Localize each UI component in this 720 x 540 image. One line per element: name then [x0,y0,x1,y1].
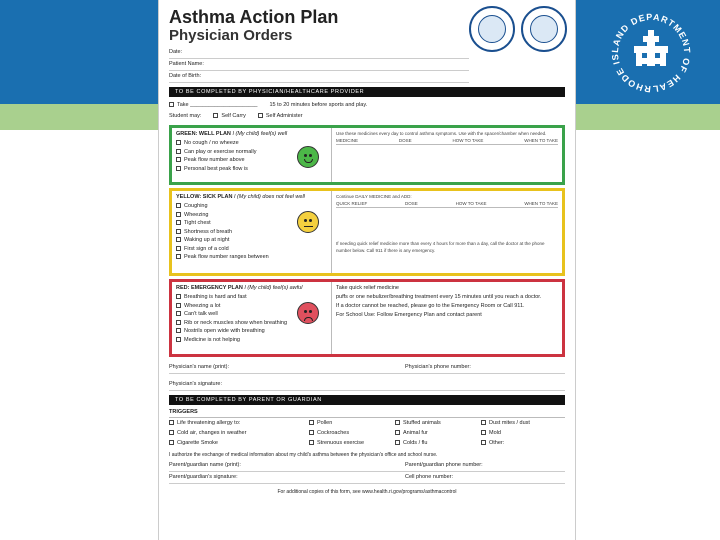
list-item: Peak flow number ranges between [176,253,327,262]
doc-footer: For additional copies of this form, see www.health.ri.gov/programs/asthmacontrol [277,489,457,495]
happy-face-icon [297,146,319,168]
yellow-zone-title: YELLOW: SICK PLAN I (My child) does not feel well [176,194,305,200]
student-may-line [169,111,565,122]
neutral-face-icon [297,211,319,233]
list-item: Breathing is hard and fast [176,293,327,302]
triggers-grid [169,418,565,448]
checkbox[interactable] [176,311,181,316]
parent-name-row[interactable] [169,460,565,472]
checkbox[interactable] [176,337,181,342]
student-may-label: Student may: [169,113,202,119]
sad-face-icon [297,302,319,324]
date-field[interactable]: Date: [169,47,469,59]
trigger-item[interactable]: Cockroaches [309,428,395,438]
list-item: Coughing [176,202,327,211]
take-checkbox[interactable] [169,102,174,107]
take-line: Take ______________________ 15 to 20 minutes before sports and play. [169,100,565,111]
list-item: No cough / no wheeze [176,139,327,148]
triggers-heading: TRIGGERS [169,408,565,418]
list-item: Shortness of breath [176,228,327,237]
trigger-item[interactable]: Cigarette Smoke [169,438,309,448]
green-zone-title: GREEN: WELL PLAN I (My child) feel(s) well [176,131,288,137]
trigger-item[interactable]: Cold air, changes in weather [169,428,309,438]
trigger-item[interactable]: Strenuous exercise [309,438,395,448]
list-item: Peak flow number above [176,156,327,165]
checkbox[interactable] [176,254,181,259]
checkbox[interactable] [176,237,181,242]
checkbox[interactable] [176,328,181,333]
green-note: Use these medicines every day to control asthma symptoms. Use with the spacer/chamber when needed. [336,131,547,136]
red-zone-title: RED: EMERGENCY PLAN I (My child) feel(s) awful [176,285,303,291]
list-item: Wheezing [176,211,327,220]
trigger-item[interactable]: Other: [481,438,565,448]
yellow-zone [169,188,565,276]
list-item: Waking up at night [176,236,327,245]
checkbox[interactable] [176,220,181,225]
parent-name-label: Parent/guardian name (print): [169,462,241,468]
patient-name-field[interactable]: Patient Name: [169,59,469,71]
authorization-text: I authorize the exchange of medical information about my child's asthma between the physician's office and school nurse. [169,452,438,458]
checkbox[interactable] [176,203,181,208]
ri-seal-icon [469,6,515,52]
red-zone [169,279,565,357]
take-label: Take [177,102,189,108]
physician-name-row[interactable] [169,361,565,374]
self-administer-label: Self Administer [265,113,303,119]
list-item: Can't talk well [176,310,327,319]
red-line-2: puffs or one nebulizer/breathing treatment every 15 minutes until you reach a doctor. [336,294,542,300]
parent-signature-row[interactable] [169,472,565,484]
yellow-col-heads: QUICK RELIEF DOSE HOW TO TAKE WHEN TO TAKE [336,201,558,206]
yellow-bottom-note: If needing quick relief medicine more than every 4 hours for more than a day, call the doctor at the phone number below. Call 911 if there is any emergency. [336,241,545,253]
parent-phone-label: Parent/guardian phone number: [405,462,483,468]
parent-section-bar: TO BE COMPLETED BY PARENT OR GUARDIAN [169,395,565,405]
trigger-item[interactable]: Mold [481,428,565,438]
checkbox[interactable] [176,149,181,154]
doc-subtitle: Physician Orders [169,27,293,44]
logo-ring-text: RHODE ISLAND DEPARTMENT OF HEAL [609,11,693,95]
asthma-action-plan-document [158,0,576,540]
trigger-item[interactable]: Colds / flu [395,438,481,448]
list-item: Medicine is not helping [176,336,327,345]
trigger-item[interactable]: Stuffed animals [395,418,481,428]
red-line-3: If a doctor cannot be reached, please go to the Emergency Room or Call 911. [336,303,525,309]
physician-phone-label: Physician's phone number: [405,364,471,370]
take-suffix: 15 to 20 minutes before sports and play. [269,102,368,108]
yellow-note: Continue DAILY MEDICINE and ADD: [336,194,412,199]
list-item: Wheezing a lot [176,302,327,311]
cell-phone-label: Cell phone number: [405,474,454,480]
list-item: Rib or neck muscles show when breathing [176,319,327,328]
red-line-1: Take quick relief medicine [336,285,399,291]
checkbox[interactable] [176,229,181,234]
checkbox[interactable] [176,140,181,145]
physician-name-label: Physician's name (print): [169,364,230,370]
trigger-item[interactable]: Life threatening allergy to: [169,418,309,428]
trigger-item[interactable]: Dust mites / dust [481,418,565,428]
checkbox[interactable] [176,320,181,325]
list-item: Tight chest [176,219,327,228]
asthma-control-seal-icon [521,6,567,52]
self-carry-label: Self Carry [221,113,246,119]
trigger-item[interactable]: Animal fur [395,428,481,438]
trigger-item[interactable]: Pollen [309,418,395,428]
doc-title: Asthma Action Plan [169,7,339,27]
checkbox[interactable] [176,157,181,162]
rhode-island-health-cross-icon [590,6,712,100]
physician-section-bar: TO BE COMPLETED BY PHYSICIAN/HEALTHCARE PROVIDER [169,87,565,97]
list-item: First sign of a cold [176,245,327,254]
green-zone [169,125,565,185]
list-item: Nostrils open wide with breathing [176,327,327,336]
checkbox[interactable] [176,166,181,171]
self-carry-checkbox[interactable] [213,113,218,118]
list-item: Personal best peak flow is [176,165,327,174]
checkbox[interactable] [176,246,181,251]
dob-field[interactable]: Date of Birth: [169,71,469,83]
checkbox[interactable] [176,212,181,217]
ri-health-logo [590,6,712,100]
physician-sig-label: Physician's signature: [169,381,223,387]
self-administer-checkbox[interactable] [258,113,263,118]
checkbox[interactable] [176,294,181,299]
checkbox[interactable] [176,303,181,308]
list-item: Can play or exercise normally [176,148,327,157]
green-col-heads: MEDICINE DOSE HOW TO TAKE WHEN TO TAKE [336,138,558,143]
physician-signature-row[interactable] [169,378,565,391]
red-line-4: For School Use: Follow Emergency Plan and contact parent [336,312,482,318]
parent-sig-label: Parent/guardian's signature: [169,474,238,480]
